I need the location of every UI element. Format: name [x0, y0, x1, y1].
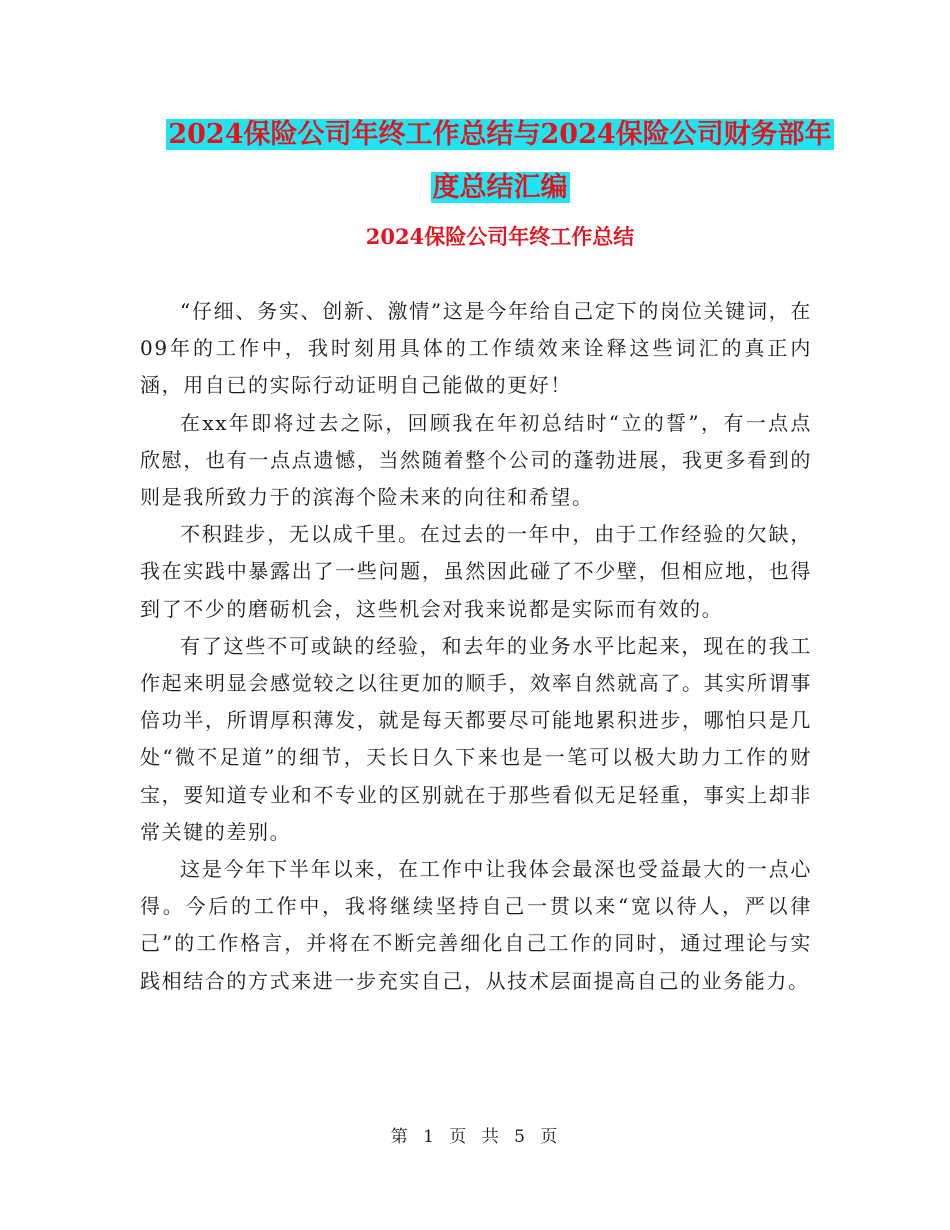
body-text: [140, 293, 812, 1000]
footer-page-unit: 页: [449, 1127, 469, 1147]
document-title: [140, 108, 860, 214]
paragraph: 不积跬步，无以成千里。在过去的一年中，由于工作经验的欠缺，我在实践中暴露出了一些问题，虽然因此碰了不少壁，但相应地，也得到了不少的磨砺机会，这些机会对我来说都是实际而有效的。: [140, 522, 812, 621]
paragraph: 在xx年即将过去之际，回顾我在年初总结时“立的誓”，有一点点欣慰，也有一点点遗憾，当然随着整个公司的蓬勃进展，我更多看到的则是我所致力于的滨海个险未来的向往和希望。: [140, 410, 812, 510]
document-title-line-1: 2024保险公司年终工作总结与2024保险公司财务部年: [168, 119, 832, 150]
footer-total-prefix: 共: [481, 1127, 501, 1147]
footer-total-suffix: 页: [540, 1127, 560, 1147]
paragraph: 这是今年下半年以来，在工作中让我体会最深也受益最大的一点心得。今后的工作中，我将继续坚持自己一贯以来“宽以待人，严以律己”的工作格言，并将在不断完善细化自己工作的同时，通过理论与实践相结合的方式来进一步充实自己，从技术层面提高自己的业务能力。: [140, 857, 812, 993]
paragraph: 有了这些不可或缺的经验，和去年的业务水平比起来，现在的我工作起来明显会感觉较之以往更加的顺手，效率自然就高了。其实所谓事倍功半，所谓厚积薄发，就是每天都要尽可能地累积进步，哪怕只是几处“微不足道”的细节，天长日久下来也是一笔可以极大助力工作的财宝，要知道专业和不专业的区别就在于那些看似无足轻重，事实上却非常关键的差别。: [140, 633, 812, 844]
page-footer: [0, 1125, 950, 1149]
paragraph: “仔细、务实、创新、激情”这是今年给自己定下的岗位关键词，在09年的工作中，我时刻用具体的工作绩效来诠释这些词汇的真正内涵，用自已的实际行动证明自己能做的更好！: [140, 299, 812, 398]
section-title: 2024保险公司年终工作总结: [365, 224, 635, 249]
document-title-line-2: 度总结汇编: [432, 172, 568, 203]
total-page-count: 5: [514, 1127, 527, 1147]
footer-prefix: 第: [390, 1127, 410, 1147]
current-page-number: 1: [423, 1127, 436, 1147]
